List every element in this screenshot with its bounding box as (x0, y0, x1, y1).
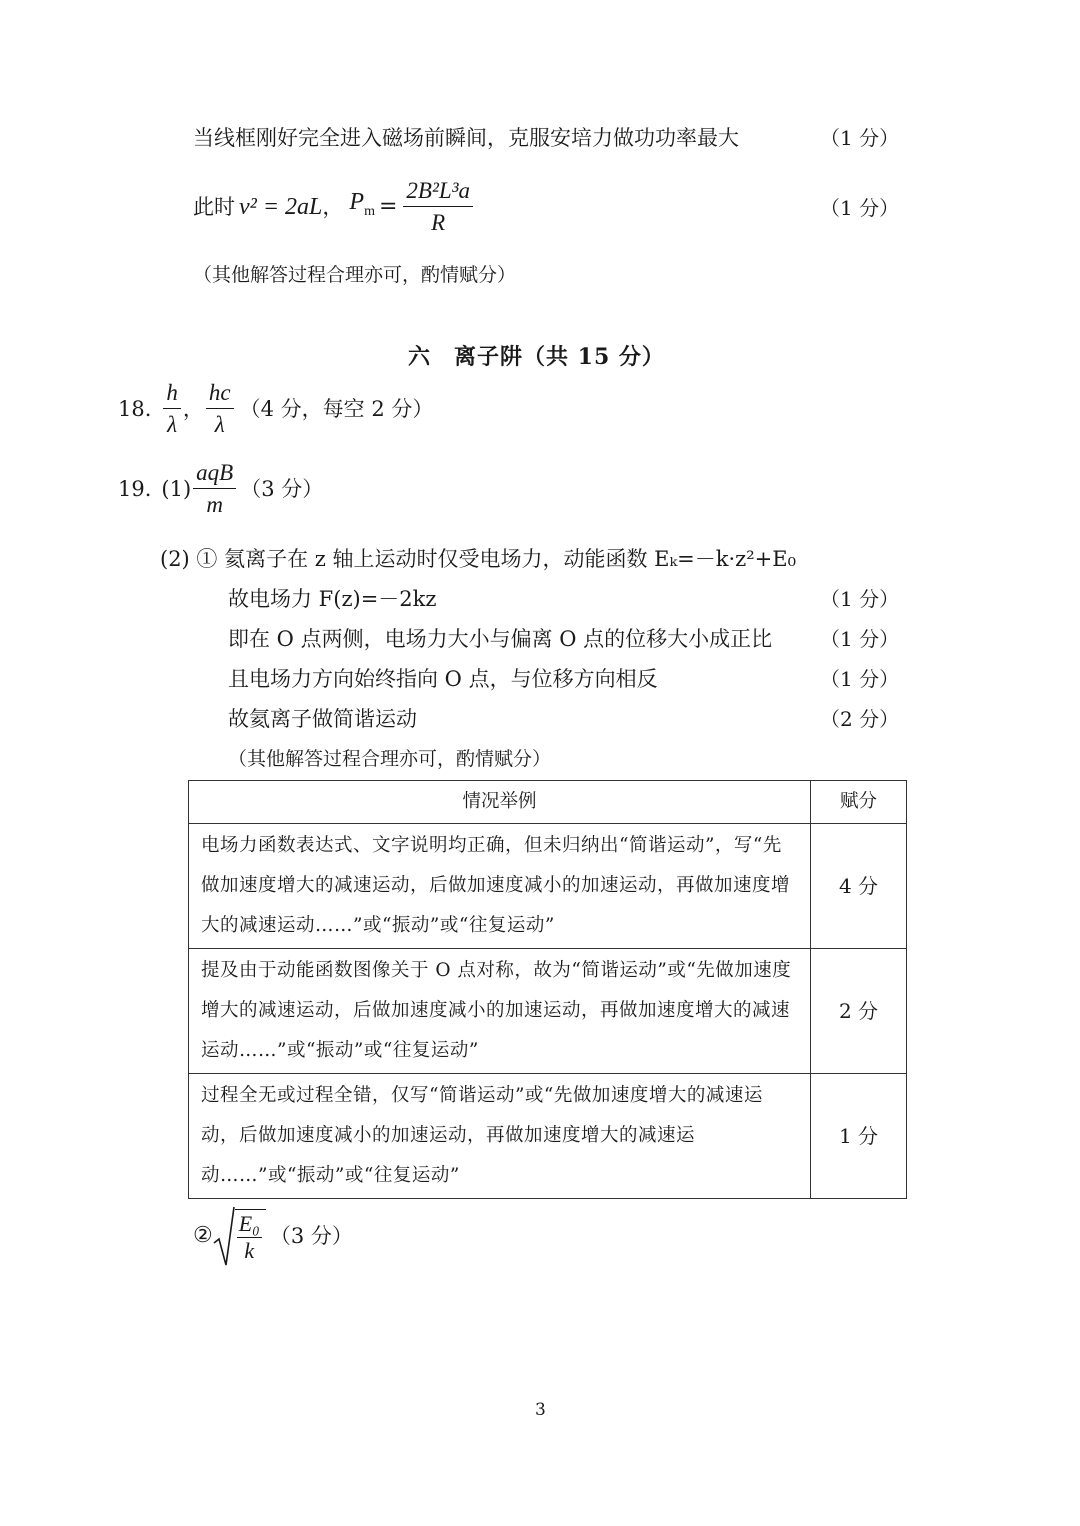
table-cell-points: 2 分 (811, 949, 907, 1074)
fraction-numerator: 2B²L³a (403, 178, 473, 207)
equation-v-squared: v² = 2aL (239, 194, 323, 220)
score-label: （1 分） (820, 196, 900, 220)
fraction-aqb-m (193, 460, 236, 518)
score-label: （1 分） (820, 667, 900, 691)
text-line-power-max: 当线框刚好完全进入磁场前瞬间，克服安培力做功功率最大 (193, 126, 739, 150)
radical-sign-icon (213, 1205, 235, 1267)
question-19-part-1 (118, 460, 323, 518)
reason-line: 且电场力方向始终指向 O 点，与位移方向相反 (228, 667, 658, 691)
table-header-points: 赋分 (811, 781, 907, 824)
separator: ， (322, 195, 344, 219)
part-label: (1) (161, 477, 192, 501)
table-cell-description: 过程全无或过程全错，仅写“简谐运动”或“先做加速度增大的减速运动，后做加速度减小的加速运动，再做加速度增大的减速运动……”或“振动”或“往复运动” (189, 1074, 811, 1199)
table-row (189, 824, 907, 949)
reason-line: 故氦离子做简谐运动 (228, 707, 417, 731)
rubric-table (188, 780, 907, 1199)
table-header-row (189, 781, 907, 824)
fraction-power (403, 178, 473, 236)
fraction-denominator: λ (167, 412, 178, 437)
reason-line: 即在 O 点两侧，电场力大小与偏离 O 点的位移大小成正比 (228, 627, 773, 651)
table-cell-points: 1 分 (811, 1074, 907, 1199)
equation-line-power (193, 178, 475, 236)
text-prefix: 此时 (193, 195, 235, 219)
table-row (189, 949, 907, 1074)
question-number: 18. (118, 397, 152, 421)
table-header-description: 情况举例 (189, 781, 811, 824)
equals-sign: = (378, 194, 398, 219)
question-number: 19. (118, 477, 152, 501)
part-2-intro: (2) ① 氦离子在 z 轴上运动时仅受电场力，动能函数 Eₖ=－k·z²+E₀ (160, 547, 796, 571)
fraction-numerator: h (163, 380, 181, 409)
score-label: （1 分） (820, 126, 900, 150)
fraction-numerator: hc (206, 380, 234, 409)
fraction-numerator: aqB (193, 460, 236, 489)
fraction-h-lambda (163, 380, 181, 438)
note-text: （其他解答过程合理亦可，酌情赋分） (228, 748, 552, 770)
fraction-denominator: m (206, 492, 223, 517)
score-label: （2 分） (820, 707, 900, 731)
table-cell-description: 提及由于动能函数图像关于 O 点对称，故为“简谐运动”或“先做加速度增大的减速运动，后做加速度减小的加速运动，再做加速度增大的减速运动……”或“振动”或“往复运动” (189, 949, 811, 1074)
separator: ， (182, 397, 204, 421)
sqrt-radicand (235, 1209, 266, 1264)
fraction-denominator: R (431, 210, 446, 235)
table-cell-description: 电场力函数表达式、文字说明均正确，但未归纳出“简谐运动”，写“先做加速度增大的减速运动，后做加速度减小的加速运动，再做加速度增大的减速运动……”或“振动”或“往复运动” (189, 824, 811, 949)
note-text: （其他解答过程合理亦可，酌情赋分） (193, 264, 517, 286)
part-2b (193, 1205, 353, 1267)
part-label: ② (193, 1223, 213, 1248)
fraction-numerator: E₀ (238, 1210, 260, 1236)
score-label: （3 分） (240, 477, 324, 501)
fraction-denominator: k (244, 1237, 255, 1263)
score-label: （4 分，每空 2 分） (239, 397, 434, 421)
fraction-hc-lambda (206, 380, 234, 438)
reason-line: 故电场力 F(z)=－2kz (228, 587, 437, 611)
question-18 (118, 380, 433, 438)
score-label: （1 分） (820, 587, 900, 611)
score-label: （3 分） (269, 1224, 353, 1248)
fraction-denominator: λ (214, 412, 225, 437)
sqrt-expression (213, 1205, 266, 1267)
score-label: （1 分） (820, 627, 900, 651)
pm-symbol: $P_m$ (349, 189, 375, 219)
table-row (189, 1074, 907, 1199)
table-cell-points: 4 分 (811, 824, 907, 949)
section-title: 六 离子阱（共 15 分） (408, 344, 665, 370)
page-number: 3 (535, 1400, 546, 1420)
